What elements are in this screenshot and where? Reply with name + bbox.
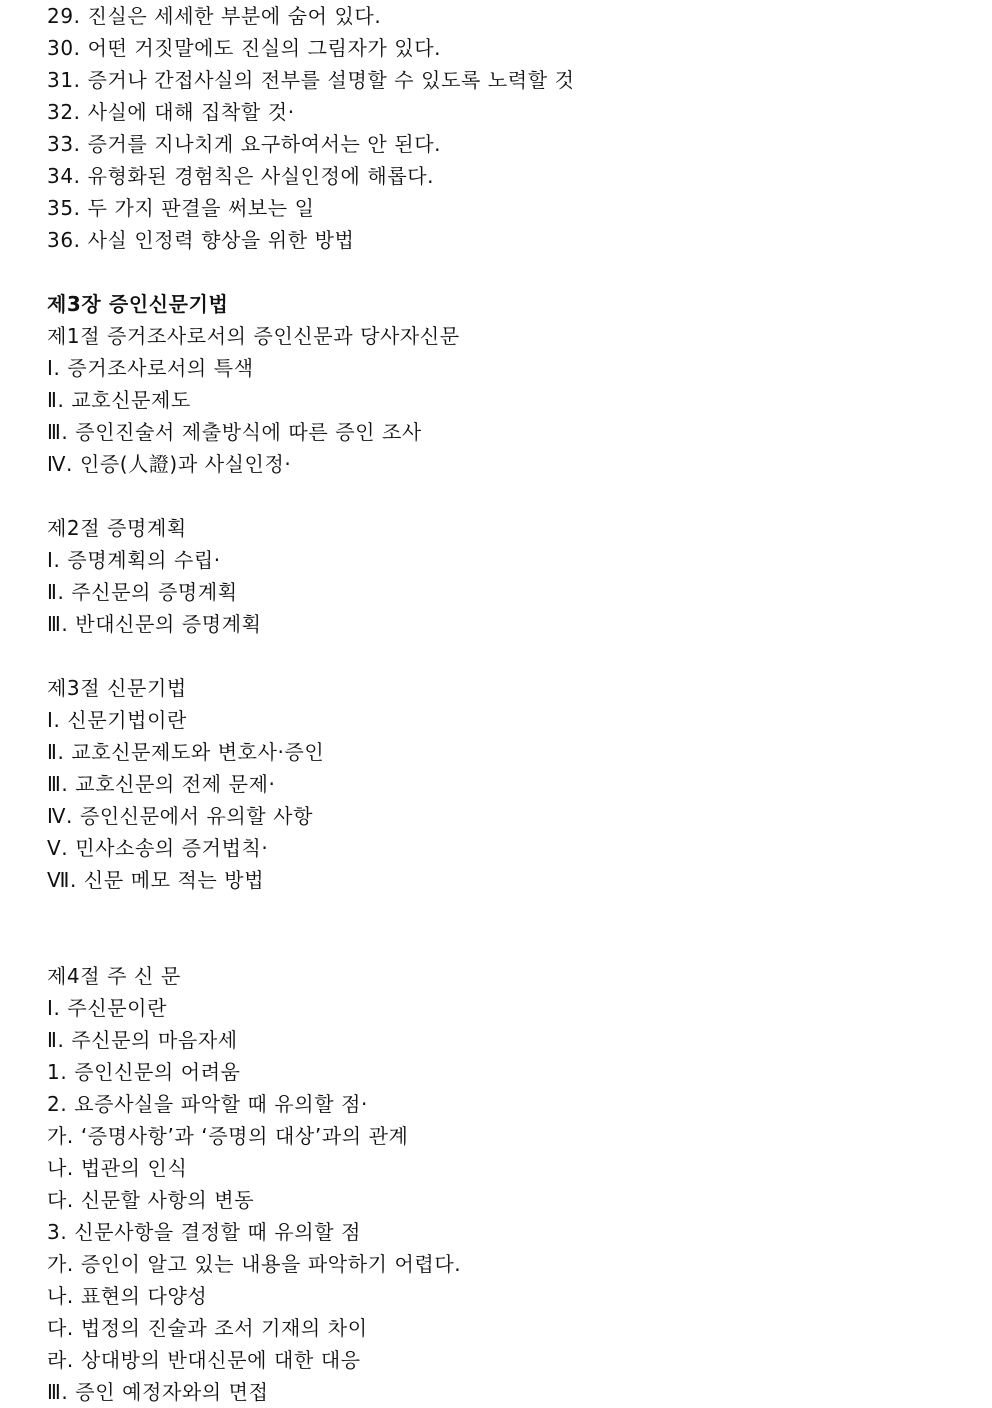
list-item: 다. 신문할 사항의 변동 bbox=[47, 1188, 255, 1212]
list-item: Ⅰ. 신문기법이란 bbox=[47, 708, 187, 732]
spacer bbox=[47, 256, 967, 288]
spacer bbox=[47, 896, 967, 960]
list-item: Ⅱ. 주신문의 마음자세 bbox=[47, 1028, 238, 1052]
list-item: Ⅳ. 증인신문에서 유의할 사항 bbox=[47, 804, 314, 828]
section-heading: 제4절 주 신 문 bbox=[47, 964, 181, 988]
list-item: 라. 상대방의 반대신문에 대한 대응 bbox=[47, 1348, 361, 1372]
list-item: Ⅲ. 증인진술서 제출방식에 따른 증인 조사 bbox=[47, 420, 422, 444]
chapter-title: 제3장 증인신문기법 bbox=[47, 292, 229, 316]
list-item: Ⅴ. 민사소송의 증거법칙· bbox=[47, 836, 269, 860]
list-item: 다. 법정의 진술과 조서 기재의 차이 bbox=[47, 1316, 368, 1340]
list-item: 1. 증인신문의 어려움 bbox=[47, 1060, 241, 1084]
list-item: 31. 증거나 간접사실의 전부를 설명할 수 있도록 노력할 것 bbox=[47, 68, 575, 92]
list-item: Ⅱ. 교호신문제도 bbox=[47, 388, 191, 412]
list-item: 29. 진실은 세세한 부분에 숨어 있다. bbox=[47, 4, 382, 28]
section-heading: 제2절 증명계획 bbox=[47, 516, 187, 540]
list-item: 36. 사실 인정력 향상을 위한 방법 bbox=[47, 228, 355, 252]
list-item: 3. 신문사항을 결정할 때 유의할 점 bbox=[47, 1220, 362, 1244]
list-item: 나. 표현의 다양성 bbox=[47, 1284, 208, 1308]
list-item: Ⅶ. 신문 메모 적는 방법 bbox=[47, 868, 265, 892]
list-item: Ⅲ. 증인 예정자와의 면접 bbox=[47, 1380, 269, 1404]
list-item: Ⅱ. 주신문의 증명계획 bbox=[47, 580, 238, 604]
list-item: Ⅲ. 반대신문의 증명계획 bbox=[47, 612, 262, 636]
list-item: 2. 요증사실을 파악할 때 유의할 점· bbox=[47, 1092, 368, 1116]
section-heading: 제1절 증거조사로서의 증인신문과 당사자신문 bbox=[47, 324, 460, 348]
section-2 bbox=[47, 512, 967, 640]
list-item: Ⅱ. 교호신문제도와 변호사·증인 bbox=[47, 740, 325, 764]
list-item: 가. 증인이 알고 있는 내용을 파악하기 어렵다. bbox=[47, 1252, 462, 1276]
section-1 bbox=[47, 320, 967, 480]
list-item: 32. 사실에 대해 집착할 것· bbox=[47, 100, 295, 124]
section-heading: 제3절 신문기법 bbox=[47, 676, 187, 700]
list-item: Ⅰ. 증명계획의 수립· bbox=[47, 548, 221, 572]
list-item: Ⅰ. 주신문이란 bbox=[47, 996, 168, 1020]
document-page bbox=[47, 0, 967, 1408]
list-item: 33. 증거를 지나치게 요구하여서는 안 된다. bbox=[47, 132, 442, 156]
rules-list bbox=[47, 0, 967, 256]
spacer bbox=[47, 480, 967, 512]
list-item: Ⅲ. 교호신문의 전제 문제· bbox=[47, 772, 276, 796]
list-item: 가. ‘증명사항’과 ‘증명의 대상’과의 관계 bbox=[47, 1124, 409, 1148]
list-item: 나. 법관의 인식 bbox=[47, 1156, 188, 1180]
list-item: 34. 유형화된 경험칙은 사실인정에 해롭다. bbox=[47, 164, 435, 188]
spacer bbox=[47, 640, 967, 672]
list-item: Ⅳ. 인증(人證)과 사실인정· bbox=[47, 452, 292, 476]
list-item: Ⅰ. 증거조사로서의 특색 bbox=[47, 356, 254, 380]
list-item: 35. 두 가지 판결을 써보는 일 bbox=[47, 196, 315, 220]
section-4 bbox=[47, 960, 967, 1408]
list-item: 30. 어떤 거짓말에도 진실의 그림자가 있다. bbox=[47, 36, 442, 60]
section-3 bbox=[47, 672, 967, 896]
